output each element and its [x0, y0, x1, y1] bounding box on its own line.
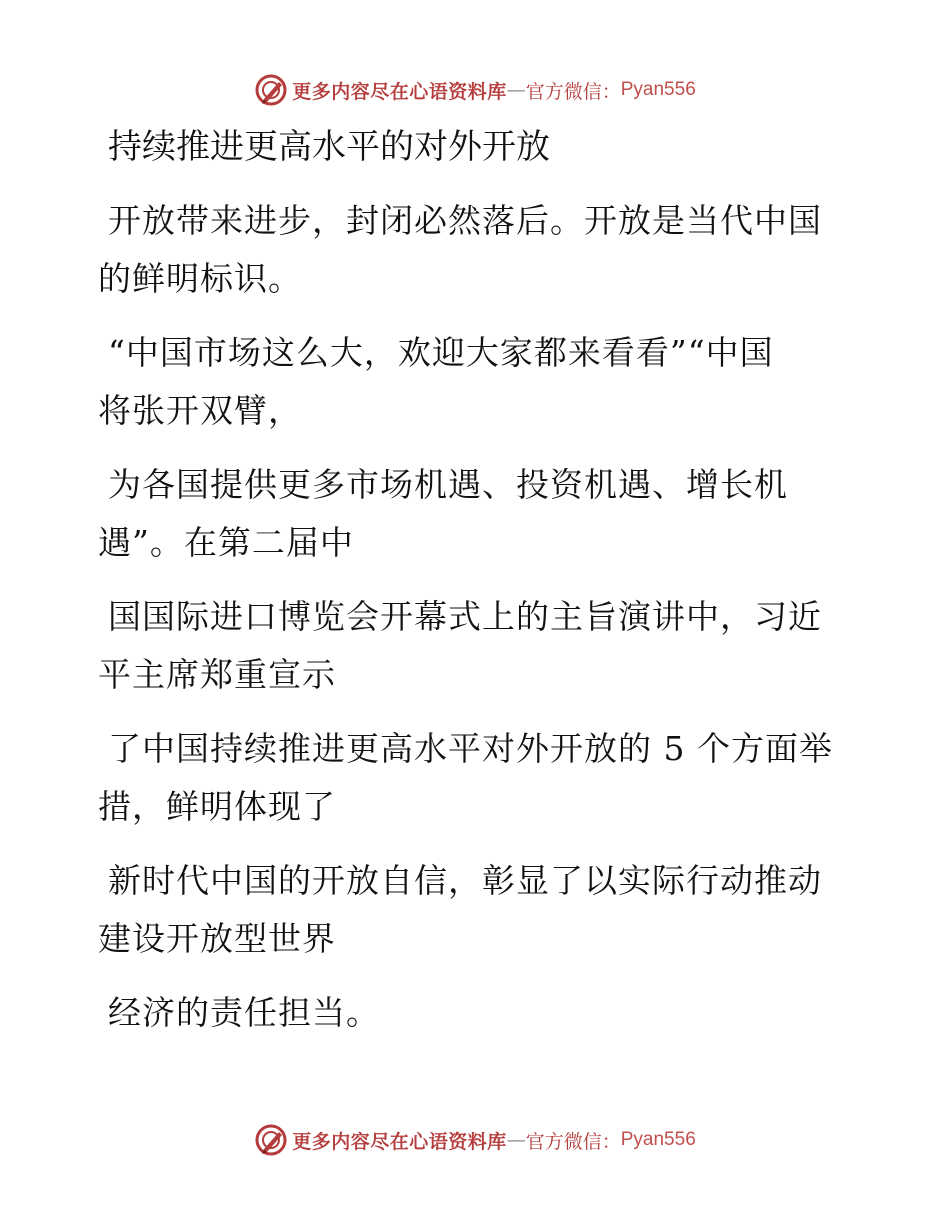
document-body [98, 120, 858, 1058]
banner-separator: — [506, 79, 526, 101]
brand-text: 更多内容尽在心语资料库 [292, 80, 507, 103]
paragraph-line: 了中国持续推进更高水平对外开放的 5 个方面举 [108, 729, 833, 768]
wechat-id: Pyan556 [620, 1129, 696, 1150]
paragraph [98, 984, 858, 1042]
paragraph [98, 324, 858, 440]
paragraph-line: 国国际进口博览会开幕式上的主旨演讲中，习近 [108, 597, 822, 636]
wechat-label: 官方微信： [525, 1130, 621, 1153]
paragraph-line: 的鲜明标识。 [98, 259, 302, 298]
paragraph-line: 将张开双臂， [98, 391, 302, 430]
paragraph-line: “中国市场这么大，欢迎大家都来看看”“中国 [108, 333, 774, 372]
paragraph [98, 588, 858, 704]
brand-text: 更多内容尽在心语资料库 [292, 1130, 507, 1153]
paragraph-line: 经济的责任担当。 [108, 993, 380, 1032]
wechat-id: Pyan556 [620, 79, 696, 100]
paragraph [98, 720, 858, 836]
paragraph [98, 192, 858, 308]
paragraph-line: 新时代中国的开放自信，彰显了以实际行动推动 [108, 861, 822, 900]
footer-watermark [0, 1120, 950, 1160]
paragraph [98, 456, 858, 572]
paragraph-line: 措，鲜明体现了 [98, 787, 336, 826]
document-title: 持续推进更高水平的对外开放 [108, 127, 550, 167]
paragraph [98, 852, 858, 968]
wechat-label: 官方微信： [525, 80, 621, 103]
paragraph-line: 遇”。在第二届中 [98, 523, 354, 562]
paragraph-line: 为各国提供更多市场机遇、投资机遇、增长机 [108, 465, 788, 504]
paragraph-line: 平主席郑重宣示 [98, 655, 336, 694]
header-watermark [0, 70, 950, 110]
banner-separator: — [506, 1129, 526, 1151]
paragraph-line: 开放带来进步，封闭必然落后。开放是当代中国 [108, 201, 822, 240]
paragraph-line: 建设开放型世界 [98, 919, 336, 958]
pen-circle-icon [254, 73, 288, 107]
pen-circle-icon [254, 1123, 288, 1157]
